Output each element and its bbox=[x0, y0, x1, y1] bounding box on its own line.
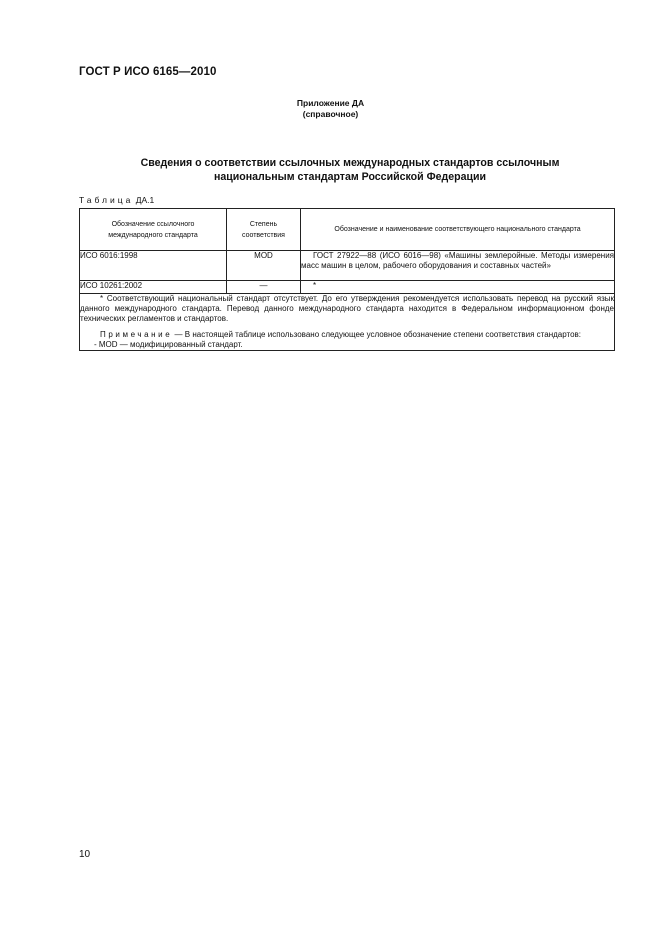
table-row bbox=[80, 251, 615, 281]
note-text: — В настоящей таблице использовано следующее условное обозначение степени соответствия стандартов: bbox=[174, 330, 581, 339]
cell-degree: — bbox=[227, 281, 301, 294]
correspondence-table bbox=[79, 208, 615, 351]
note-label: Примечание bbox=[100, 330, 173, 339]
annex-heading bbox=[0, 98, 661, 120]
table-note bbox=[80, 330, 614, 340]
table-notes bbox=[80, 294, 615, 351]
table-header-row bbox=[80, 209, 615, 251]
cell-intl-standard: ИСО 6016:1998 bbox=[80, 251, 227, 281]
document-code: ГОСТ Р ИСО 6165—2010 bbox=[79, 66, 217, 78]
table-caption-word: Таблица bbox=[79, 195, 134, 205]
table-row bbox=[80, 281, 615, 294]
annex-title-line-2: национальным стандартам Российской Федерации bbox=[213, 171, 487, 183]
table-footnote: * Соответствующий национальный стандарт отсутствует. До его утверждения рекомендуется использовать перевод на русский язык данного международного стандарта. Перевод данного международного стандарта находится в Федеральном информационном фонде технических регламентов и стандартов. bbox=[80, 294, 614, 323]
annex-label: Приложение ДА bbox=[296, 98, 365, 108]
annex-kind: (справочное) bbox=[302, 109, 359, 119]
column-header-national-standard: Обозначение и наименование соответствующего национального стандарта bbox=[301, 209, 615, 251]
note-list-item: - MOD — модифицированный стандарт. bbox=[94, 340, 243, 349]
table-caption bbox=[79, 195, 154, 205]
cell-national-standard-text: * bbox=[313, 281, 317, 290]
cell-national-standard bbox=[301, 281, 615, 294]
table-caption-id: ДА.1 bbox=[135, 195, 155, 205]
column-header-degree: Степень соответствия bbox=[227, 209, 301, 251]
cell-national-standard bbox=[301, 251, 615, 281]
annex-title-line-1: Сведения о соответствии ссылочных международных стандартов ссылочным bbox=[140, 157, 560, 169]
cell-degree: MOD bbox=[227, 251, 301, 281]
page-number: 10 bbox=[79, 849, 91, 860]
annex-title bbox=[100, 156, 600, 184]
cell-intl-standard: ИСО 10261:2002 bbox=[80, 281, 227, 294]
cell-national-standard-text: ГОСТ 27922—88 (ИСО 6016—98) «Машины землеройные. Методы измерения масс машин в целом, рабочего оборудования и составных частей» bbox=[301, 251, 614, 270]
table-notes-row bbox=[80, 294, 615, 351]
column-header-intl-standard: Обозначение ссылочного международного стандарта bbox=[80, 209, 227, 251]
